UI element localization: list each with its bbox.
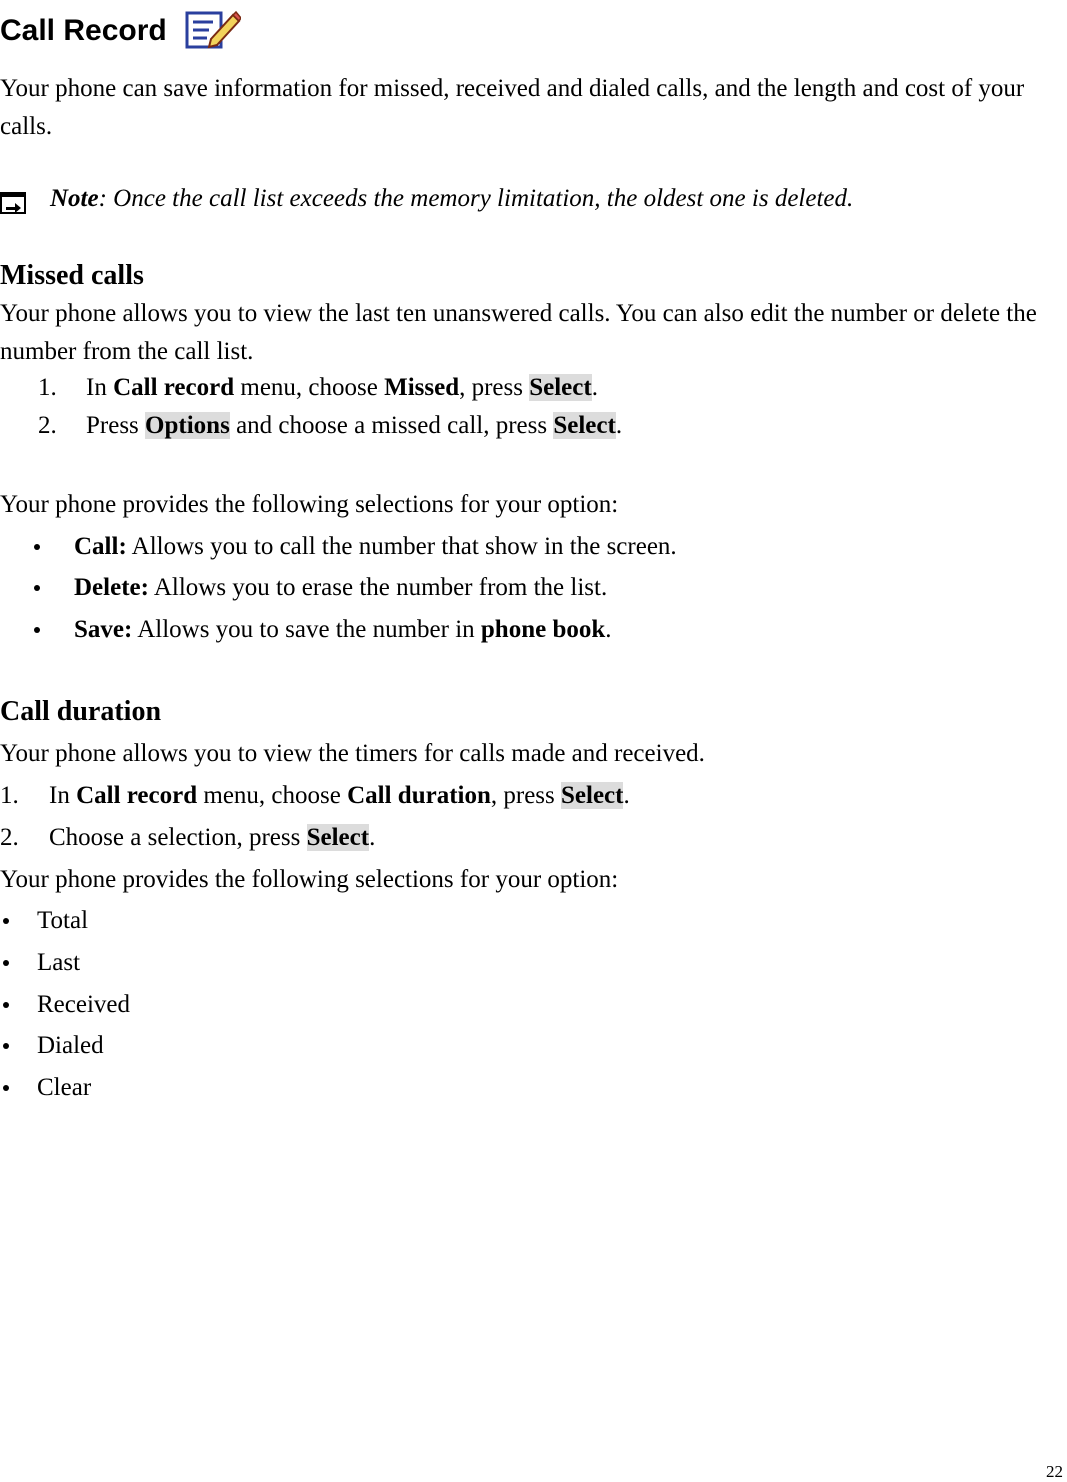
intro-paragraph: Your phone can save information for missed, received and dialed calls, and the length and cost of your calls. <box>0 75 1025 140</box>
note-arrow-icon <box>0 188 26 210</box>
bullet-icon <box>3 1085 9 1091</box>
list-item: Dialed <box>3 1027 104 1065</box>
note-line <box>0 180 853 218</box>
list-item: Clear <box>3 1069 91 1107</box>
options-key-label: Options <box>145 412 230 439</box>
missed-step-1: 1. In Call record menu, choose Missed, press Select. <box>38 374 598 401</box>
note-label: Note <box>50 185 99 212</box>
select-key-label: Select <box>553 412 616 439</box>
missed-calls-heading: Missed calls <box>0 260 144 291</box>
call-duration-heading: Call duration <box>0 696 162 727</box>
edit-notepad-icon <box>185 9 241 53</box>
duration-step-2: 2. Choose a selection, press Select. <box>0 824 376 851</box>
call-duration-description: Your phone allows you to view the timers for calls made and received. <box>0 740 705 767</box>
duration-step-1: 1. In Call record menu, choose Call duration, press Select. <box>0 782 630 809</box>
list-item: Delete: Allows you to erase the number from the list. <box>34 569 607 607</box>
list-item: Received <box>3 986 130 1024</box>
bullet-icon <box>3 960 9 966</box>
select-key-label: Select <box>306 824 370 851</box>
bullet-icon <box>34 585 40 591</box>
note-text: : Once the call list exceeds the memory limitation, the oldest one is deleted. <box>98 185 854 212</box>
missed-calls-description: Your phone allows you to view the last ten unanswered calls. You can also edit the number or delete the number from the call list. <box>0 300 1037 365</box>
bullet-icon <box>3 1002 9 1008</box>
missed-step-2: 2. Press Options and choose a missed call, press Select. <box>38 412 623 439</box>
bullet-icon <box>34 544 40 550</box>
list-item: Save: Allows you to save the number in phone book. <box>34 611 612 649</box>
page-title <box>0 6 241 56</box>
missed-options-intro: Your phone provides the following selections for your option: <box>0 491 619 518</box>
page-title-text: Call Record <box>0 14 167 47</box>
select-key-label: Select <box>561 782 624 809</box>
list-item: Call: Allows you to call the number that show in the screen. <box>34 528 677 566</box>
bullet-icon <box>34 627 40 633</box>
bullet-icon <box>3 918 9 924</box>
bullet-icon <box>3 1043 9 1049</box>
select-key-label: Select <box>529 374 592 401</box>
list-item: Last <box>3 944 80 982</box>
page-number: 22 <box>1046 1462 1063 1481</box>
duration-options-intro: Your phone provides the following selections for your option: <box>0 866 619 893</box>
list-item: Total <box>3 902 88 940</box>
